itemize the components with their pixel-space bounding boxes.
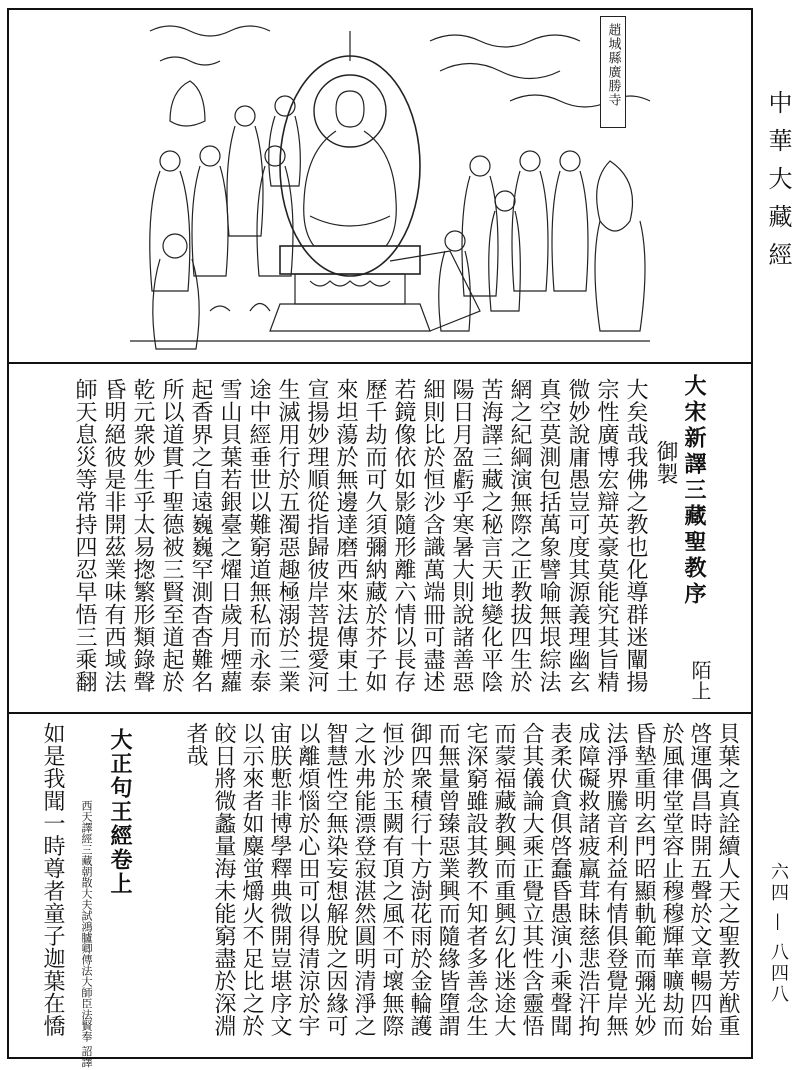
preface-line: 歷千劫而可久須彌納藏於芥子如 [362, 378, 387, 693]
preface-line: 來坦蕩於無邊達磨西來法傳東土 [333, 378, 358, 693]
preface-author: 御製 [653, 440, 678, 485]
text-line: 者哉 [183, 722, 208, 767]
text-line: 啓運偶昌時開五聲於文章暢四始 [687, 722, 712, 1037]
preface-mark: 陌上 [688, 660, 712, 701]
preface-line: 苦海譯三藏之秘言天地變化平陰 [478, 378, 503, 693]
preface-line: 生滅用行於五濁惡趣極溺於三業 [275, 378, 300, 693]
preface-line: 陽日月盈虧乎寒暑大則說諸善惡 [449, 378, 474, 693]
preface-line: 真空莫測包括萬象譬喻無垠綜法 [536, 378, 561, 693]
text-line: 於風律堂堂容止穆穆輝華曠劫而 [659, 722, 684, 1037]
text-line: 表柔伏貪俱啓蠢昏愚演小乘聲聞 [547, 722, 572, 1037]
divider-middle [7, 712, 753, 714]
text-line: 昏墊重明玄門昭顯軌範而彌光妙 [631, 722, 656, 1037]
preface-heading: 大宋新譯三藏聖教序 [681, 374, 707, 608]
text-line: 以示來者如麋蛍爝火不足比之於 [239, 722, 264, 1037]
text-line: 而蒙福藏教興而重興幻化迷途大 [491, 722, 516, 1037]
text-line: 貝葉之真詮續人天之聖教芳猷重 [715, 722, 740, 1037]
preface-line: 網之紀綱演無際之正教拔四生於 [507, 378, 532, 693]
text-line: 之水弗能漂登寂湛然圓明清淨之 [351, 722, 376, 1037]
divider-top [7, 362, 753, 364]
text-line: 而無量曾臻惡業興而隨緣皆墮謂 [435, 722, 460, 1037]
text-line: 宅深窮雖設其教不知者多善念生 [463, 722, 488, 1037]
preface-line: 所以道貫千聖德被三賢至道起於 [159, 378, 184, 693]
preface-line: 若鏡像依如影隨形離六情以長存 [391, 378, 416, 693]
translator-line: 西天譯經三藏朝散大夫試鴻臚卿傳法大師臣法賢奉 詔譯 [80, 800, 93, 1068]
preface-line: 起香界之自遠巍巍罕測杳杳難名 [188, 378, 213, 693]
text-line: 成障礙救諸疲羸茸眛慈悲浩汗拘 [575, 722, 600, 1037]
page-number: 六四 — 八四八 [768, 862, 789, 1006]
text-line: 以離煩惱於心田可以得清涼於宇 [295, 722, 320, 1037]
text-line: 皎日將微蠡量海未能窮盡於深淵 [211, 722, 236, 1037]
preface-line: 大矣哉我佛之教也化導群迷闡揚 [623, 378, 648, 693]
sutra-opening: 如是我聞一時尊者童子迦葉在憍 [40, 722, 65, 1037]
text-line: 宙朕慙非博學釋典微開豈堪序文 [267, 722, 292, 1037]
preface-line: 細則比於恒沙含識萬端冊可盡述 [420, 378, 445, 693]
preface-line: 乾元衆妙生乎太易揔繁形類錄聲 [130, 378, 155, 693]
preface-line: 微妙說庸愚豈可度其源義理幽玄 [565, 378, 590, 693]
collection-title: 中華大藏經 [764, 90, 792, 280]
illustration-caption: 趙城縣廣勝寺 [600, 16, 626, 128]
preface-line: 宣揚妙理順從指歸彼岸菩提愛河 [304, 378, 329, 693]
text-line: 智慧性空無染妄想解脫之因緣可 [323, 722, 348, 1037]
preface-line: 雪山貝葉若銀臺之燿日歲月煙蘿 [217, 378, 242, 693]
preface-line: 宗性廣博宏辯英豪莫能究其旨精 [594, 378, 619, 693]
sutra-title: 大正句王經卷上 [107, 728, 133, 896]
preface-line: 途中經垂世以難窮道無私而永泰 [246, 378, 271, 693]
text-line: 法淨界騰音利益有情俱登覺岸無 [603, 722, 628, 1037]
preface-line: 昏明絕彼是非開茲業味有西域法 [101, 378, 126, 693]
preface-line: 師天息災等常持四忍早悟三乘翻 [72, 378, 97, 693]
buddha-assembly-illustration [10, 11, 750, 361]
text-line: 恒沙於玉闕有頂之風不可壞無際 [379, 722, 404, 1037]
text-line: 合其儀論大乘正覺立其性含靈悟 [519, 722, 544, 1037]
text-line: 御四衆積行十方澍花雨於金輪護 [407, 722, 432, 1037]
